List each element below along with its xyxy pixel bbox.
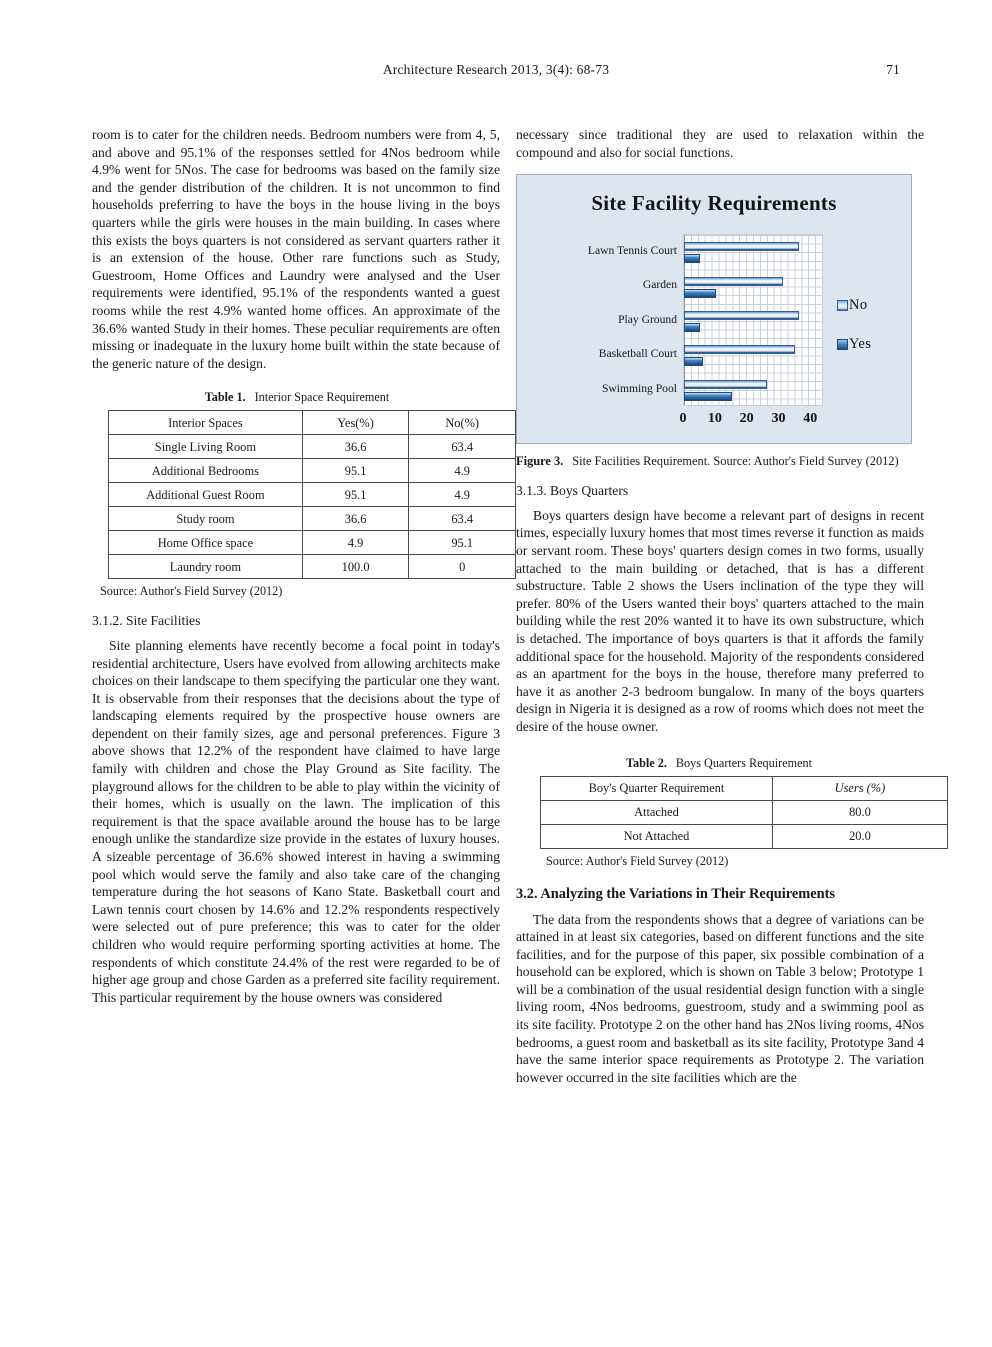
bar-group-swimming-pool — [684, 373, 822, 407]
bar-group-basketball-court — [684, 338, 822, 372]
table-1-block — [92, 390, 500, 599]
table-row — [109, 507, 516, 531]
table-2 — [540, 776, 948, 849]
bar-yes — [684, 323, 700, 332]
left-column — [92, 126, 500, 1006]
table-cell: Additional Guest Room — [109, 483, 303, 507]
table-row — [109, 483, 516, 507]
table-1-caption-label: Table 1. — [204, 390, 246, 405]
chart-title: Site Facility Requirements — [591, 191, 837, 216]
table-cell: Laundry room — [109, 555, 303, 579]
legend-label: No — [849, 297, 868, 314]
table-row — [109, 459, 516, 483]
bar-yes — [684, 254, 700, 263]
table-cell: Additional Bedrooms — [109, 459, 303, 483]
table-2-caption-text: Boys Quarters Requirement — [675, 755, 812, 770]
left-paragraph-1: room is to cater for the children needs. Bedroom numbers were from 4, 5, and above and 95.1% of the responses settled for 4Nos bedroom while 4.9% went for 5Nos. The case for bedrooms was based on the family size and the gender distribution of the children. It is not uncommon to find households preferring to have the boys in the house living in the boys quarters while the girls were houses in the main building. In cases where this exists the boys quarters is not considered as servant quarters rather it is an extension of the house. Other rare functions such as Study, Guestroom, Home Offices and Laundry were analysed and the User requirements were identified, 95.1% of the respondents wanted a guest rooms while the rest 4.9% wanted home offices. An approximate of the 36.6% wanted Study in their homes. These peculiar requirements are often missing or inadequate in the luxury home built within the state because of the generic nature of the design. — [92, 127, 500, 371]
subheading-3-1-3: 3.1.3. Boys Quarters — [516, 483, 629, 499]
category-label: Play Ground — [618, 313, 677, 327]
left-paragraph-2: Site planning elements have recently become a focal point in today's residential architecture, Users have evolved from allowing architects make choices on their landscape to them specifying the particular one they want. It is observable from their responses that the decisions about the type of landscaping elements required by the prospective house owners are dependent on their family sizes, age and personal preferences. Figure 3 above shows that 12.2% of the respondent have claimed to have large family with children and chose the Play Ground as Site facility. The playground allows for the children to be able to play within the vicinity of their homes, which is usually on the lawn. The implication of this requirement is that the space available around the house has to be large enough unlike the standardize size provide in the estates of luxury houses. A sizeable percentage of 36.6% showed interest in having a swimming pool which would serve the family and also take care of the changing temperature during the hot seasons of Kano State. Basketball court and Lawn tennis court chosen by 14.6% and 12.2% respondents respectively were selected out of pure preference; this was to cater for the older children who would require performing sporting activities at home. The respondents of which constitute 24.4% of the rest were regarded to be of higher age group and chose Garden as a preferred site facility requirement. This particular requirement by the house owners was considered — [92, 637, 500, 1005]
bar-no — [684, 311, 799, 320]
right-paragraph-3: The data from the respondents shows that a degree of variations can be attained in at least six categories, based on different functions and the site facilities, and for the purpose of this paper, six possible combination of a household can be explored, which is shown on Table 3 below; Prototype 1 will be a combination of the usual residential design function with a single living room, 4Nos bedrooms, guestroom, study and a swimming pool as its site facility. Prototype 2 on the other hand has 2Nos living rooms, 4Nos bedrooms, a guest room and basketball as its site facility, Prototype 3and 4 have the same interior space requirements as Prototype 2. The variation however occurred in the site facilities which are the — [516, 911, 924, 1085]
legend-swatch-no-icon — [837, 300, 848, 311]
figure-3-chart — [516, 174, 912, 444]
table-1 — [108, 410, 516, 579]
category-label: Lawn Tennis Court — [587, 244, 677, 258]
legend-item-no — [837, 297, 907, 314]
right-paragraph-2: Boys quarters design have become a relevant part of designs in recent times, especially luxury homes that most times reverse it function as maids or servant room. These boys' quarters design comes in two forms, usually attached to the main building or detached, that is has a different substructure. Table 2 shows the Users inclination of the type they will prefer. 80% of the Users wanted their boys' quarters attached to the main building while the rest 20% wanted it to have its own substructure, which is detached. The importance of boys quarters is that it affords the family additional space for the household. Majority of the respondents considered as an apartment for the boys in the house, therefore many preferred to have it as another 2-3 bedroom bungalow. In many of the boys quarters design in Nigeria it is designed as a row of rooms which does not meet the desire of the house owner. — [516, 507, 924, 734]
x-tick-label: 20 — [739, 411, 754, 427]
table-2-caption — [540, 756, 898, 771]
x-tick-label: 10 — [707, 411, 722, 427]
table-cell: 95.1 — [409, 531, 516, 555]
category-label: Swimming Pool — [601, 382, 677, 396]
table-cell: 80.0 — [772, 800, 947, 824]
bar-yes — [684, 392, 732, 401]
table-2-caption-label: Table 2. — [626, 755, 667, 770]
table-cell: 63.4 — [409, 507, 516, 531]
category-label: Basketball Court — [598, 347, 677, 361]
table-2-block — [516, 756, 924, 869]
chart-plot-area — [683, 234, 823, 406]
table-cell: 36.6 — [302, 507, 409, 531]
bar-group-garden — [684, 270, 822, 304]
heading-3-2: 3.2. Analyzing the Variations in Their Requirements — [516, 885, 836, 902]
chart-legend — [837, 297, 907, 375]
chart-x-axis-labels — [679, 411, 823, 431]
legend-label: Yes — [849, 336, 872, 353]
two-column-body — [92, 126, 924, 1276]
bar-no — [684, 380, 767, 389]
table-cell: 63.4 — [409, 435, 516, 459]
table-2-source: Source: Author's Field Survey (2012) — [546, 853, 729, 868]
x-tick-label: 30 — [771, 411, 786, 427]
legend-item-yes — [837, 336, 907, 353]
bar-group-lawn-tennis-court — [684, 235, 822, 269]
bar-no — [684, 242, 799, 251]
page-number: 71 — [886, 62, 900, 77]
bar-no — [684, 277, 783, 286]
table-row — [109, 531, 516, 555]
table-cell: Home Office space — [109, 531, 303, 555]
journal-citation: Architecture Research 2013, 3(4): 68-73 — [382, 62, 610, 77]
table-1-header-cell: No(%) — [409, 411, 516, 435]
figure-3-caption-label: Figure 3. — [516, 454, 564, 469]
table-cell: Not Attached — [541, 824, 773, 848]
chart-category-labels — [531, 234, 681, 406]
table-2-header-cell: Boy's Quarter Requirement — [541, 776, 773, 800]
legend-swatch-yes-icon — [837, 339, 848, 350]
table-cell: 4.9 — [409, 483, 516, 507]
table-cell: Study room — [109, 507, 303, 531]
table-cell: 36.6 — [302, 435, 409, 459]
running-head — [92, 62, 900, 78]
table-1-source: Source: Author's Field Survey (2012) — [100, 584, 283, 599]
table-cell: 95.1 — [302, 483, 409, 507]
table-1-header-cell: Interior Spaces — [109, 411, 303, 435]
table-row — [541, 824, 948, 848]
bar-no — [684, 345, 795, 354]
right-column — [516, 126, 924, 1086]
table-1-caption — [108, 390, 486, 405]
table-1-header-row — [109, 411, 516, 435]
table-1-header-cell: Yes(%) — [302, 411, 409, 435]
table-cell: 100.0 — [302, 555, 409, 579]
category-label: Garden — [642, 278, 677, 292]
figure-3-caption — [516, 453, 924, 469]
bar-yes — [684, 357, 703, 366]
table-2-header-cell: Users (%) — [772, 776, 947, 800]
table-1-caption-text: Interior Space Requirement — [254, 390, 390, 405]
right-paragraph-1: necessary since traditional they are used to relaxation within the compound and also for social functions. — [516, 127, 924, 160]
table-row — [109, 555, 516, 579]
figure-3-caption-text: Site Facilities Requirement. Source: Author's Field Survey (2012) — [572, 454, 899, 469]
table-cell: 20.0 — [772, 824, 947, 848]
table-cell: Single Living Room — [109, 435, 303, 459]
bar-group-play-ground — [684, 304, 822, 338]
table-cell: 4.9 — [302, 531, 409, 555]
table-cell: Attached — [541, 800, 773, 824]
bar-yes — [684, 289, 716, 298]
x-tick-label: 0 — [679, 411, 687, 427]
table-row — [541, 800, 948, 824]
chart-bars — [684, 235, 822, 405]
x-tick-label: 40 — [803, 411, 818, 427]
table-2-header-row — [541, 776, 948, 800]
table-cell: 0 — [409, 555, 516, 579]
table-cell: 4.9 — [409, 459, 516, 483]
subheading-3-1-2: 3.1.2. Site Facilities — [92, 613, 201, 629]
table-cell: 95.1 — [302, 459, 409, 483]
table-row — [109, 435, 516, 459]
